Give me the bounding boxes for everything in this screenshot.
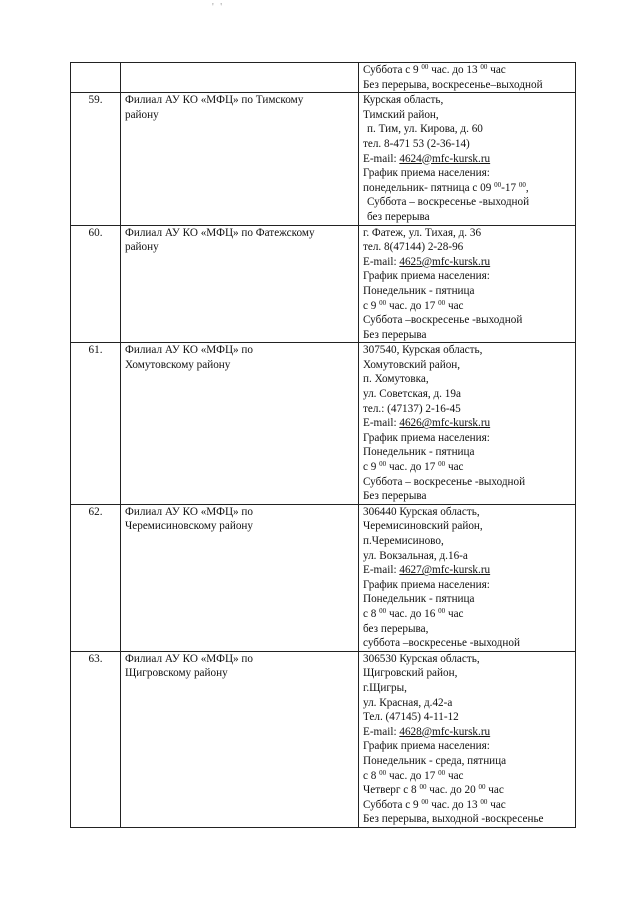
time-superscript: 00	[419, 783, 427, 792]
info-line	[363, 636, 571, 651]
info-line	[363, 812, 571, 827]
info-line	[363, 489, 571, 504]
info-text: Понедельник - пятница	[363, 284, 475, 297]
info-line	[363, 240, 571, 255]
info-text: с 9	[363, 461, 380, 474]
email-link[interactable]: 4625@mfc-kursk.ru	[399, 255, 491, 268]
info-text: п.Черемисиново,	[363, 535, 444, 547]
info-line	[363, 137, 571, 152]
info-text: час	[445, 299, 464, 312]
time-superscript: 00	[379, 298, 387, 307]
time-superscript: 00	[480, 63, 488, 71]
info-line	[363, 93, 571, 108]
info-text: 306530 Курская область,	[363, 652, 480, 665]
info-text: График приема населения:	[363, 270, 490, 283]
info-line	[363, 710, 571, 725]
row-number-cell: 63.	[71, 651, 121, 827]
row-number-cell	[71, 63, 121, 93]
info-line	[363, 284, 571, 299]
info-line	[363, 783, 571, 798]
time-superscript: 00	[421, 797, 429, 806]
info-text: Понедельник - пятница	[363, 593, 475, 606]
info-line	[363, 622, 571, 637]
info-text: тел.: (47137) 2-16-45	[363, 402, 461, 415]
info-text: 307540, Курская область,	[363, 344, 483, 357]
info-text: понедельник- пятница с 09	[363, 181, 495, 194]
info-text: г.Щигры,	[363, 681, 407, 694]
info-text: тел. 8-471 53 (2-36-14)	[363, 137, 470, 150]
table-row-continued	[71, 63, 576, 93]
info-text: Щигровский район,	[363, 667, 458, 680]
row-number-cell: 60.	[71, 225, 121, 343]
info-text: час. до 16	[386, 607, 439, 620]
info-line	[363, 78, 571, 93]
info-line	[363, 607, 571, 622]
info-line	[363, 372, 571, 387]
info-line	[363, 358, 571, 373]
time-superscript: 00	[379, 460, 387, 469]
branch-info-cell	[359, 93, 576, 225]
info-line	[363, 534, 571, 549]
info-line	[363, 387, 571, 402]
branch-info-cell	[359, 343, 576, 505]
info-text: Тимский район,	[363, 108, 439, 121]
branch-name-line: Филиал АУ КО «МФЦ» по Фатежскому	[125, 226, 315, 239]
info-text: Суббота с 9	[363, 798, 422, 811]
info-line	[363, 754, 571, 769]
info-line	[363, 798, 571, 813]
info-text: Четверг с 8	[363, 784, 420, 797]
info-text: Понедельник - среда, пятница	[363, 754, 507, 767]
info-text: Суббота с 9	[363, 64, 422, 76]
branch-name-line: району	[125, 241, 159, 254]
page-mark: ' '	[212, 2, 225, 13]
info-text: ул. Красная, д.42-а	[363, 696, 453, 709]
info-line	[363, 195, 571, 210]
info-line	[363, 255, 571, 270]
branch-table	[70, 62, 576, 828]
info-text: Понедельник - пятница	[363, 446, 475, 459]
info-text: ул. Советская, д. 19а	[363, 388, 461, 401]
branch-name-cell	[121, 93, 359, 225]
time-superscript: 00	[379, 768, 387, 777]
info-line	[363, 505, 571, 520]
info-text: час. до 17	[386, 461, 439, 474]
branch-name-cell	[121, 63, 359, 93]
info-line	[363, 666, 571, 681]
info-line	[363, 769, 571, 784]
time-superscript: 00	[438, 460, 446, 469]
info-text: График приема населения:	[363, 431, 490, 444]
row-number-cell: 61.	[71, 343, 121, 505]
info-text: час	[445, 769, 464, 782]
info-line	[363, 725, 571, 740]
info-line	[363, 549, 571, 564]
time-superscript: 00	[518, 180, 526, 189]
branch-info-cell	[359, 651, 576, 827]
table-row	[71, 343, 576, 505]
info-line	[363, 63, 571, 78]
info-text: ул. Вокзальная, д.16-а	[363, 549, 468, 562]
info-text: E-mail:	[363, 152, 400, 165]
info-text: Черемисиновский район,	[363, 520, 483, 533]
info-line	[363, 416, 571, 431]
info-text: без перерыва	[367, 210, 430, 223]
info-text: 306440 Курская область,	[363, 505, 480, 518]
info-text: ,	[525, 181, 529, 194]
time-superscript: 00	[379, 606, 387, 615]
info-text: час	[487, 64, 506, 76]
info-text: График приема населения:	[363, 578, 490, 591]
branch-info-cell	[359, 504, 576, 651]
info-text: час. до 20	[426, 784, 479, 797]
info-text: Суббота – воскресенье -выходной	[363, 475, 526, 488]
time-superscript: 00	[438, 298, 446, 307]
info-line	[363, 343, 571, 358]
time-superscript: 00	[494, 180, 502, 189]
time-superscript: 00	[438, 606, 446, 615]
info-text: п. Тим, ул. Кирова, д. 60	[367, 123, 483, 136]
info-line	[363, 592, 571, 607]
branch-name-line: Филиал АУ КО «МФЦ» по	[125, 652, 253, 665]
info-text: час. до 13	[428, 64, 481, 76]
info-text: суббота –воскресенье -выходной	[363, 637, 520, 650]
info-text: с 9	[363, 299, 380, 312]
table-row	[71, 651, 576, 827]
info-line	[363, 652, 571, 667]
info-line	[363, 681, 571, 696]
info-text: час	[445, 607, 464, 620]
info-text: г. Фатеж, ул. Тихая, д. 36	[363, 226, 482, 239]
info-text: с 8	[363, 607, 380, 620]
branch-name-line: Щигровскому району	[125, 667, 228, 680]
branch-name-line: Филиал АУ КО «МФЦ» по	[125, 505, 253, 518]
info-line	[363, 563, 571, 578]
info-text: час	[445, 461, 464, 474]
info-text: E-mail:	[363, 564, 400, 577]
info-text: с 8	[363, 769, 380, 782]
info-text: Без перерыва	[363, 490, 427, 503]
table-row	[71, 225, 576, 343]
info-line	[363, 696, 571, 711]
info-line	[363, 475, 571, 490]
branch-name-line: району	[125, 108, 159, 121]
branch-table-body	[71, 63, 576, 828]
info-text: час. до 13	[428, 798, 481, 811]
branch-name-line: Филиал АУ КО «МФЦ» по Тимскому	[125, 94, 304, 107]
table-row	[71, 93, 576, 225]
info-text: Суббота – воскресенье -выходной	[367, 196, 530, 209]
info-text: Без перерыва, выходной -воскресенье	[363, 813, 544, 826]
branch-name-cell	[121, 225, 359, 343]
info-text: час. до 17	[386, 769, 439, 782]
info-text: тел. 8(47144) 2-28-96	[363, 241, 464, 254]
time-superscript: 00	[421, 63, 429, 71]
info-line	[363, 210, 571, 225]
info-line	[363, 181, 571, 196]
info-line	[363, 299, 571, 314]
email-link[interactable]: 4624@mfc-kursk.ru	[399, 152, 491, 165]
time-superscript: 00	[478, 783, 486, 792]
info-line	[363, 166, 571, 181]
info-text: Хомутовский район,	[363, 358, 461, 371]
branch-name-line: Хомутовскому району	[125, 358, 231, 371]
info-text: E-mail:	[363, 725, 400, 738]
info-line	[363, 739, 571, 754]
email-link[interactable]: 4627@mfc-kursk.ru	[399, 564, 491, 577]
info-text: Суббота –воскресенье -выходной	[363, 314, 523, 327]
info-line	[363, 108, 571, 123]
branch-name-cell	[121, 343, 359, 505]
info-text: График приема населения:	[363, 740, 490, 753]
info-line	[363, 313, 571, 328]
info-line	[363, 578, 571, 593]
email-link[interactable]: 4626@mfc-kursk.ru	[399, 417, 491, 430]
info-line	[363, 328, 571, 343]
row-number-cell: 62.	[71, 504, 121, 651]
info-text: E-mail:	[363, 255, 400, 268]
time-superscript: 00	[438, 768, 446, 777]
branch-info-cell	[359, 63, 576, 93]
branch-name-line: Филиал АУ КО «МФЦ» по	[125, 344, 253, 357]
info-text: Курская область,	[363, 94, 444, 107]
info-line	[363, 269, 571, 284]
info-text: час	[487, 798, 506, 811]
info-line	[363, 519, 571, 534]
info-text: Без перерыва	[363, 328, 427, 341]
info-line	[363, 152, 571, 167]
info-text: График приема населения:	[363, 167, 490, 180]
info-text: п. Хомутовка,	[363, 373, 429, 386]
info-line	[363, 445, 571, 460]
email-link[interactable]: 4628@mfc-kursk.ru	[399, 725, 491, 738]
time-superscript: 00	[480, 797, 488, 806]
branch-name-cell	[121, 651, 359, 827]
info-text: час. до 17	[386, 299, 439, 312]
info-line	[363, 226, 571, 241]
info-text: Без перерыва, воскресенье–выходной	[363, 78, 543, 91]
branch-name-cell	[121, 504, 359, 651]
info-line	[363, 460, 571, 475]
row-number-cell: 59.	[71, 93, 121, 225]
info-text: без перерыва,	[363, 622, 429, 635]
info-text: час	[485, 784, 504, 797]
branch-name-line: Черемисиновскому району	[125, 520, 254, 533]
info-text: E-mail:	[363, 417, 400, 430]
branch-info-cell	[359, 225, 576, 343]
table-row	[71, 504, 576, 651]
info-text: -17	[501, 181, 519, 194]
info-text: Тел. (47145) 4-11-12	[363, 711, 459, 724]
info-line	[363, 431, 571, 446]
info-line	[363, 122, 571, 137]
info-line	[363, 402, 571, 417]
